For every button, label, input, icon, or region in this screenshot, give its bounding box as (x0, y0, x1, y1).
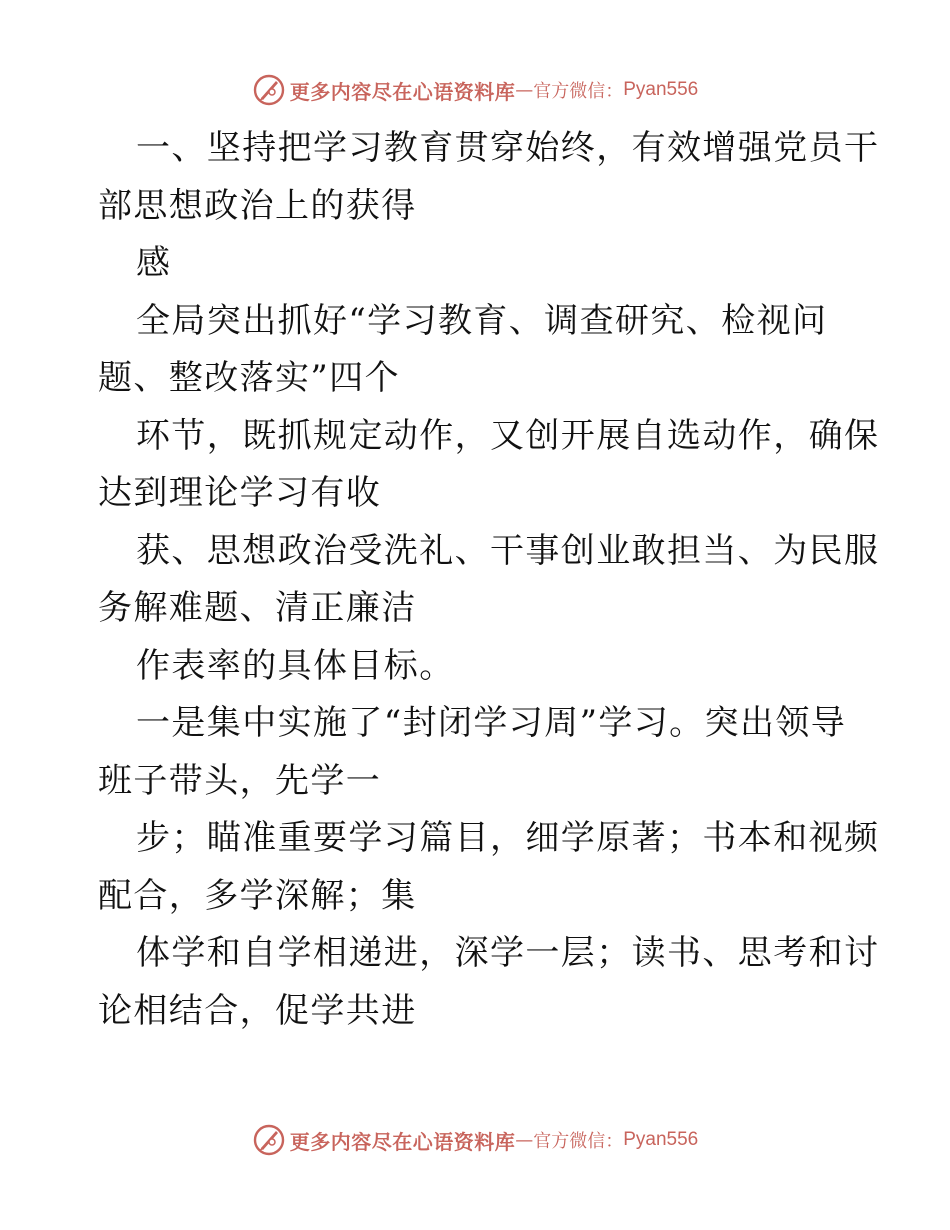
header-watermark (0, 70, 950, 110)
watermark-separator: — (515, 79, 534, 101)
paragraph-line: 务解难题、清正廉洁 (98, 588, 417, 628)
paragraph-line: 感 (136, 243, 172, 283)
paragraph-line: 部思想政治上的获得 (98, 185, 417, 226)
paragraph-line: 一是集中实施了“封闭学习周”学习。突出领导 (136, 703, 847, 743)
paragraph-line: 作表率的具体目标。 (136, 645, 455, 686)
paragraph-line: 获、思想政治受洗礼、干事创业敢担当、为民服 (136, 530, 880, 571)
watermark-separator: — (515, 1129, 534, 1151)
watermark-wechat-id: Pyan556 (623, 79, 699, 100)
watermark-site-text: 更多内容尽在心语资料库 (289, 1129, 516, 1154)
watermark-site-text: 更多内容尽在心语资料库 (289, 79, 516, 104)
paragraph-line: 步；瞄准重要学习篇目，细学原著；书本和视频 (136, 818, 880, 858)
paragraph-line: 班子带头，先学一 (98, 760, 382, 801)
watermark-wechat-id: Pyan556 (623, 1129, 699, 1150)
quill-pen-logo-icon (252, 73, 286, 107)
paragraph-line: 全局突出抓好“学习教育、调查研究、检视问 (136, 300, 828, 341)
quill-pen-logo-icon (252, 1123, 286, 1157)
document-body (98, 120, 880, 1040)
footer-watermark (0, 1120, 950, 1160)
paragraph-line: 环节，既抓规定动作，又创开展自选动作，确保 (136, 415, 880, 456)
watermark-wechat-label: 官方微信： (533, 81, 624, 102)
watermark-wechat-label: 官方微信： (533, 1131, 624, 1152)
paragraph-line: 体学和自学相递进，深学一层；读书、思考和讨 (136, 933, 880, 973)
section-heading-line: 一、坚持把学习教育贯穿始终，有效增强党员干 (136, 128, 880, 168)
paragraph-line: 达到理论学习有收 (98, 473, 382, 513)
paragraph-line: 论相结合，促学共进 (98, 990, 417, 1031)
paragraph-line: 配合，多学深解；集 (98, 875, 417, 916)
paragraph-line: 题、整改落实”四个 (98, 358, 400, 398)
